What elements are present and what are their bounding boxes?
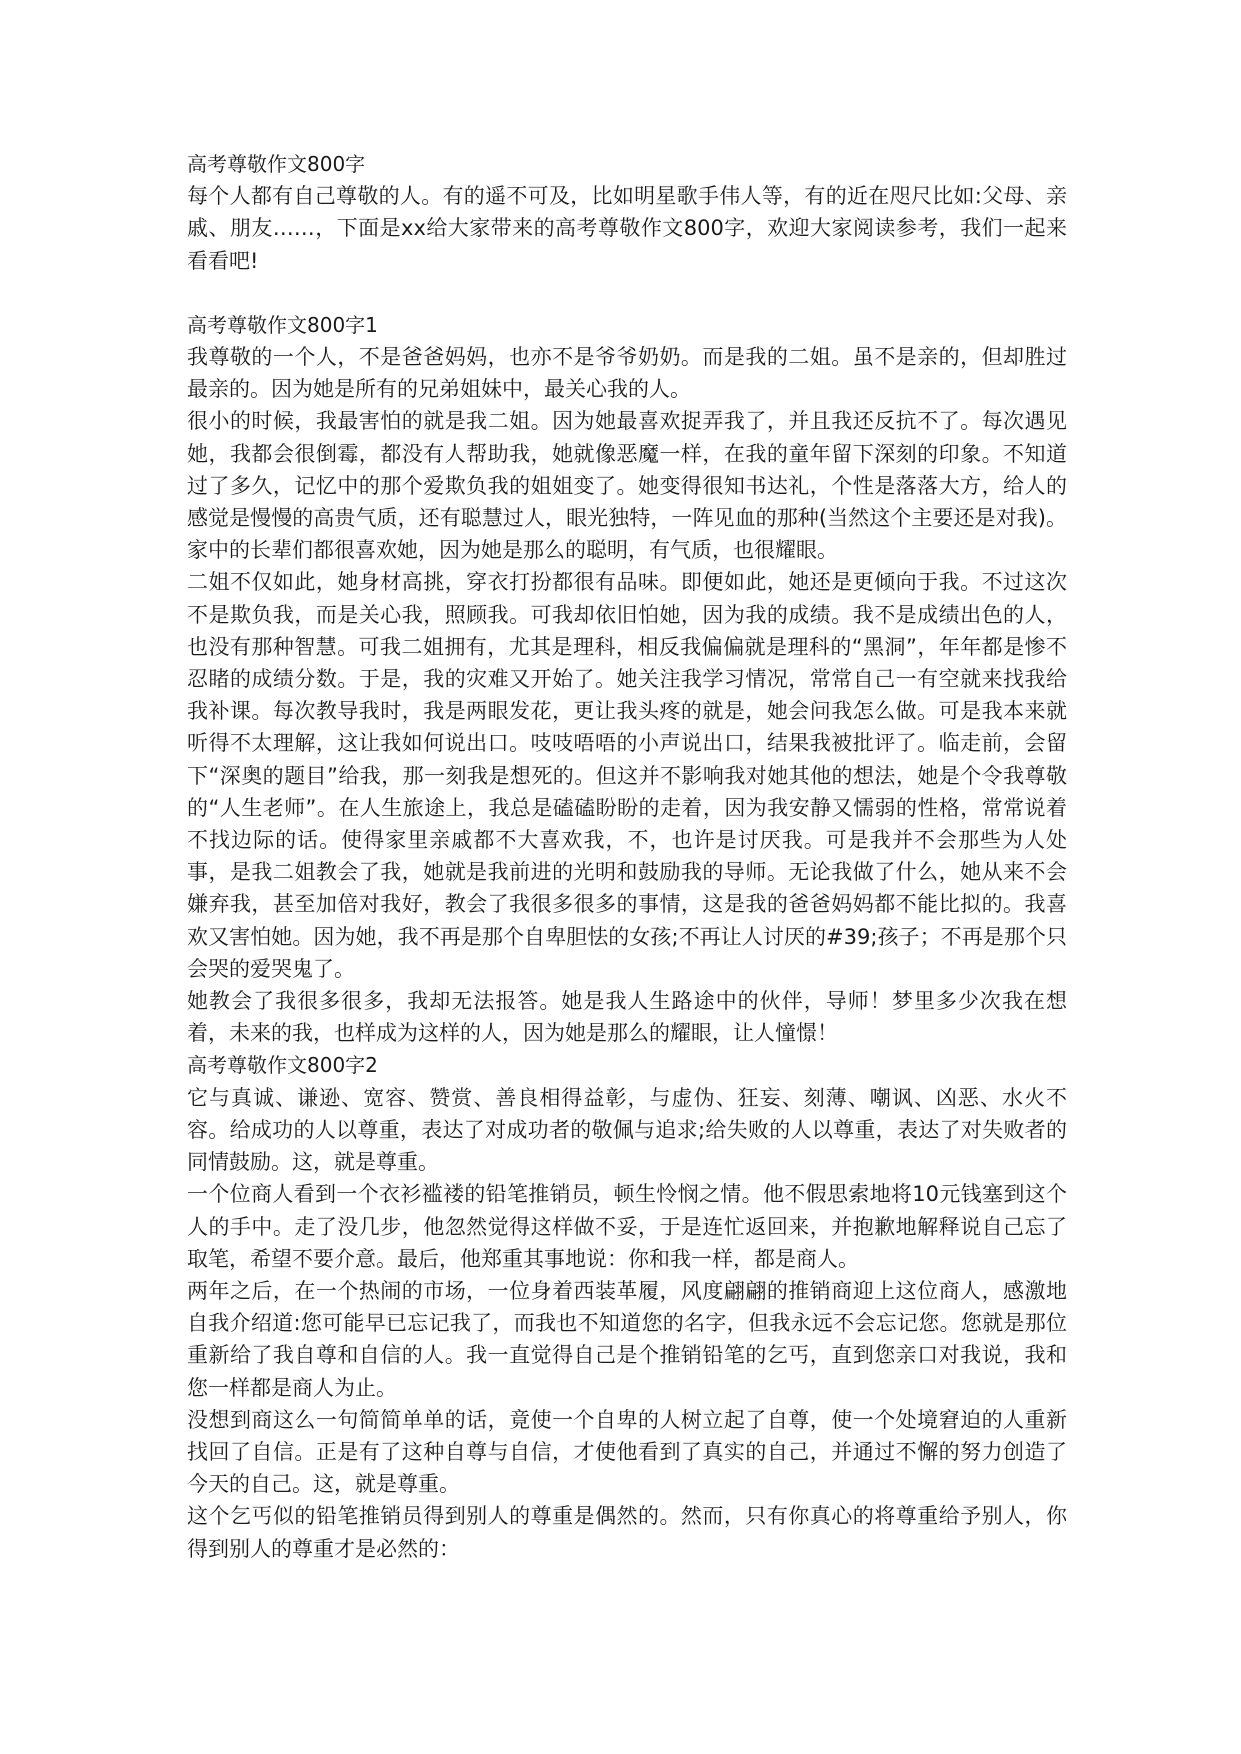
section-gap <box>187 277 1067 309</box>
essay-2-paragraph: 它与真诚、谦逊、宽容、赞赏、善良相得益彰，与虚伪、狂妄、刻薄、嘲讽、凶恶、水火不容。给成功的人以尊重，表达了对成功者的敬佩与追求;给失败的人以尊重，表达了对失败者的同情鼓励。这，就是尊重。 <box>187 1085 1067 1175</box>
essay-1-paragraph: 我尊敬的一个人，不是爸爸妈妈，也亦不是爷爷奶奶。而是我的二姐。虽不是亲的，但却胜过最亲的。因为她是所有的兄弟姐妹中，最关心我的人。 <box>187 345 1067 402</box>
essay-2-paragraph: 这个乞丐似的铅笔推销员得到别人的尊重是偶然的。然而，只有你真心的将尊重给予别人，你得到别人的尊重才是必然的： <box>187 1504 1067 1561</box>
document-page <box>187 148 1067 1565</box>
essay-1-paragraph: 二姐不仅如此，她身材高挑，穿衣打扮都很有品味。即便如此，她还是更倾向于我。不过这次不是欺负我，而是关心我，照顾我。可我却依旧怕她，因为我的成绩。我不是成绩出色的人，也没有那种智慧。可我二姐拥有，尤其是理科，相反我偏偏就是理科的“黑洞”，年年都是惨不忍睹的成绩分数。于是，我的灾难又开始了。她关注我学习情况，常常自己一有空就来找我给我补课。每次教导我时，我是两眼发花，更让我头疼的就是，她会问我怎么做。可是我本来就听得不太理解，这让我如何说出口。吱吱唔唔的小声说出口，结果我被批评了。临走前，会留下“深奥的题目”给我，那一刻我是想死的。但这并不影响我对她其他的想法，她是个令我尊敬的“人生老师”。在人生旅途上，我总是磕磕盼盼的走着，因为我安静又懦弱的性格，常常说着不找边际的话。使得家里亲戚都不大喜欢我，不，也许是讨厌我。可是我并不会那些为人处事，是我二姐教会了我，她就是我前进的光明和鼓励我的导师。无论我做了什么，她从来不会嫌弃我，甚至加倍对我好，教会了我很多很多的事情，这是我的爸爸妈妈都不能比拟的。我喜欢又害怕她。因为她，我不再是那个自卑胆怯的女孩;不再让人讨厌的#39;孩子；不再是那个只会哭的爱哭鬼了。 <box>187 570 1067 981</box>
essay-1-paragraph: 她教会了我很多很多，我却无法报答。她是我人生路途中的伙伴，导师！梦里多少次我在想着，未来的我，也样成为这样的人，因为她是那么的耀眼，让人憧憬！ <box>187 989 1067 1046</box>
essay-2-paragraph: 两年之后，在一个热闹的市场，一位身着西装革履，风度翩翩的推销商迎上这位商人，感激地自我介绍道:您可能早已忘记我了，而我也不知道您的名字，但我永远不会忘记您。您就是那位重新给了我自尊和自信的人。我一直觉得自己是个推销铅笔的乞丐，直到您亲口对我说，我和您一样都是商人为止。 <box>187 1278 1067 1400</box>
essay-2-paragraph: 一个位商人看到一个衣衫褴褛的铅笔推销员，顿生怜悯之情。他不假思索地将10元钱塞到这个人的手中。走了没几步，他忽然觉得这样做不妥，于是连忙返回来，并抱歉地解释说自己忘了取笔，希望不要介意。最后，他郑重其事地说：你和我一样，都是商人。 <box>187 1182 1067 1271</box>
intro-paragraph: 每个人都有自己尊敬的人。有的遥不可及，比如明星歌手伟人等，有的近在咫尺比如:父母、亲戚、朋友……，下面是xx给大家带来的高考尊敬作文800字，欢迎大家阅读参考，我们一起来看看吧! <box>187 184 1067 273</box>
essay-2-heading: 高考尊敬作文800字2 <box>187 1053 378 1078</box>
essay-2-paragraph: 没想到商这么一句简简单单的话，竟使一个自卑的人树立起了自尊，使一个处境窘迫的人重新找回了自信。正是有了这种自尊与自信，才使他看到了真实的自己，并通过不懈的努力创造了今天的自己。这，就是尊重。 <box>187 1407 1067 1497</box>
essay-1-paragraph: 很小的时候，我最害怕的就是我二姐。因为她最喜欢捉弄我了，并且我还反抗不了。每次遇见她，我都会很倒霉，都没有人帮助我，她就像恶魔一样，在我的童年留下深刻的印象。不知道过了多久，记忆中的那个爱欺负我的姐姐变了。她变得很知书达礼，个性是落落大方，给人的感觉是慢慢的高贵气质，还有聪慧过人，眼光独特，一阵见血的那种(当然这个主要还是对我)。家中的长辈们都很喜欢她，因为她是那么的聪明，有气质，也很耀眼。 <box>187 409 1067 563</box>
essay-1-heading: 高考尊敬作文800字1 <box>187 312 378 337</box>
document-title: 高考尊敬作文800字 <box>187 152 366 176</box>
